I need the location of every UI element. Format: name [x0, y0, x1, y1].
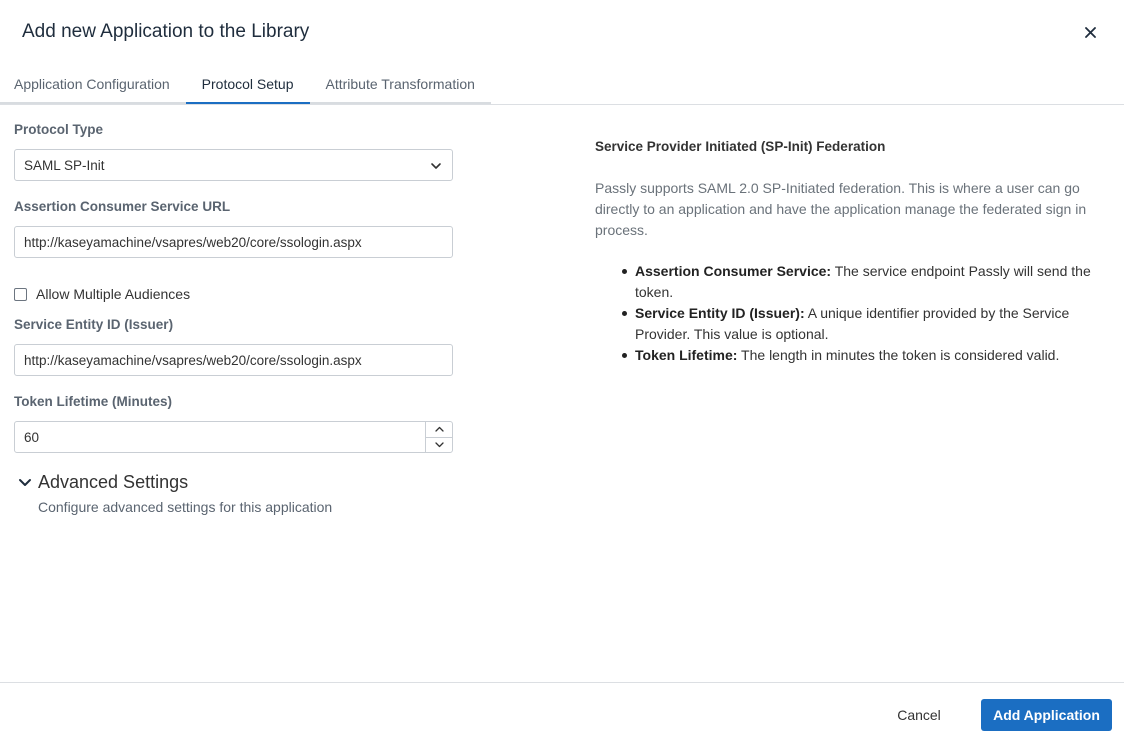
- tabs-divider: [0, 104, 1124, 105]
- protocol-type-label: Protocol Type: [14, 122, 104, 137]
- token-lifetime-input[interactable]: [14, 421, 453, 453]
- entity-id-label: Service Entity ID (Issuer): [14, 317, 174, 332]
- tab-application-configuration[interactable]: Application Configuration: [0, 66, 186, 104]
- tab-protocol-setup[interactable]: Protocol Setup: [186, 66, 310, 104]
- help-text: The service endpoint Passly will send the token.: [635, 263, 1091, 300]
- cancel-button[interactable]: Cancel: [897, 707, 941, 723]
- help-text: A unique identifier provided by the Service Provider. This value is optional.: [635, 305, 1070, 342]
- advanced-settings-title: Advanced Settings: [38, 472, 189, 492]
- acs-url-value: http://kaseyamachine/vsapres/web20/core/ssologin.aspx: [24, 234, 362, 250]
- tab-attribute-transformation[interactable]: Attribute Transformation: [310, 66, 491, 104]
- help-term: Service Entity ID (Issuer):: [635, 305, 805, 321]
- token-lifetime-stepper: [425, 422, 452, 452]
- help-term: Token Lifetime:: [635, 347, 738, 363]
- help-item-token-lifetime: [635, 345, 1095, 366]
- chevron-up-icon: [435, 426, 444, 432]
- close-icon: [1085, 27, 1096, 38]
- protocol-type-select[interactable]: [14, 149, 453, 181]
- tab-bar: [0, 66, 491, 105]
- entity-id-input[interactable]: [14, 344, 453, 376]
- allow-multiple-audiences-label: Allow Multiple Audiences: [36, 286, 191, 302]
- token-lifetime-label: Token Lifetime (Minutes): [14, 394, 173, 409]
- help-description: Passly supports SAML 2.0 SP-Initiated federation. This is where a user can go directly to an application and have the application manage the federated sign in process.: [595, 180, 1087, 238]
- help-list: [635, 261, 1095, 366]
- token-lifetime-value: 60: [24, 429, 40, 445]
- chevron-down-icon: [430, 160, 442, 172]
- decrement-button[interactable]: [426, 438, 452, 453]
- chevron-down-icon: [18, 478, 32, 488]
- add-application-button[interactable]: Add Application: [981, 699, 1112, 731]
- help-item-entity-id: [635, 303, 1095, 345]
- advanced-settings-toggle[interactable]: [18, 472, 188, 493]
- chevron-down-icon: [435, 442, 444, 448]
- increment-button[interactable]: [426, 422, 452, 438]
- acs-url-input[interactable]: [14, 226, 453, 258]
- help-title: Service Provider Initiated (SP-Init) Federation: [595, 139, 886, 154]
- allow-multiple-audiences-checkbox[interactable]: [14, 288, 27, 301]
- acs-url-label: Assertion Consumer Service URL: [14, 199, 231, 214]
- close-button[interactable]: [1080, 21, 1100, 43]
- footer-divider: [0, 682, 1124, 683]
- allow-multiple-audiences-row[interactable]: [14, 286, 190, 302]
- protocol-type-value: SAML SP-Init: [24, 157, 105, 173]
- help-term: Assertion Consumer Service:: [635, 263, 832, 279]
- entity-id-value: http://kaseyamachine/vsapres/web20/core/ssologin.aspx: [24, 352, 362, 368]
- advanced-settings-subtitle: Configure advanced settings for this application: [38, 499, 333, 515]
- help-item-acs: [635, 261, 1095, 303]
- help-text: The length in minutes the token is considered valid.: [737, 347, 1060, 363]
- modal-title: Add new Application to the Library: [22, 21, 310, 42]
